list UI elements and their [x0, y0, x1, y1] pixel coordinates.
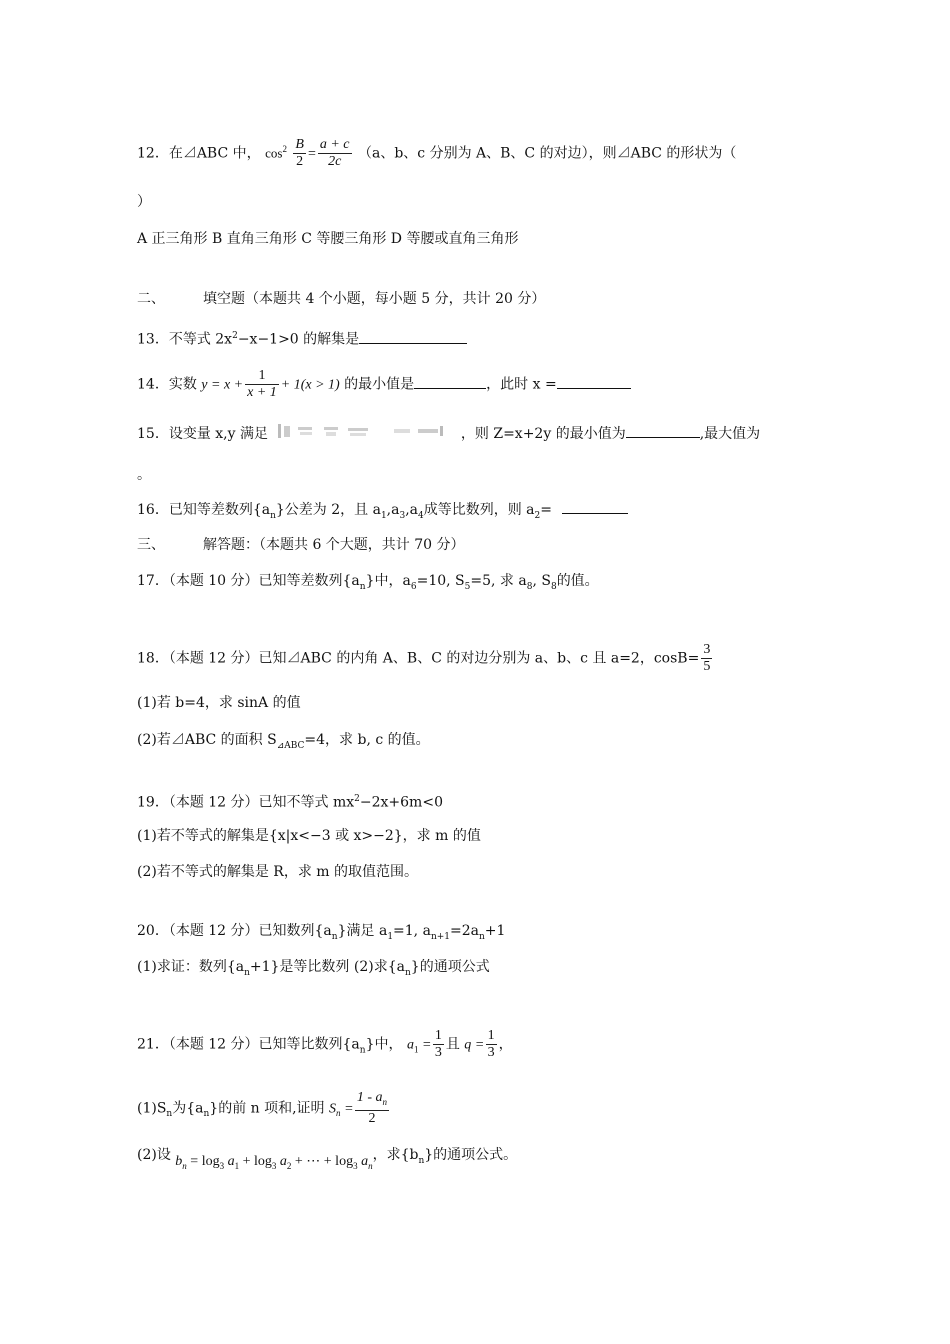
q19-line: 19．（本题 12 分）已知不等式 $mx^2-2x+6m<0$: [137, 794, 443, 811]
q15-end: 。: [137, 467, 151, 483]
q21-bn-formula: $b_n = \log_3 a_1 + \log_3 a_2$ + ⋯ + $\log_3 a_n$: [175, 1154, 373, 1171]
q21-fraction-sn: $\frac{1 - a_n}{2}$: [356, 1090, 388, 1126]
q13-line: 13．不等式 $2x^2-x-1>0$ 的解集是: [137, 326, 467, 350]
q15-min-blank[interactable]: [626, 423, 700, 438]
q21-fraction-a1: $\frac{1}{3}$: [434, 1028, 442, 1060]
section-2-heading: 二、 填空题（本题共 4 个小题，每小题 5 分，共计 20 分）: [137, 291, 546, 307]
q14-line: 14．实数 y = x + $\frac{1}{x + 1}$ + 1(x > 1) 的最小值是 ，此时 x =: [137, 368, 631, 401]
blurred-constraint-image: [278, 423, 450, 445]
q15-line: 15．设变量 x,y 满足 ，则 Z=x+2y 的最小值为 ,最大值为: [137, 423, 760, 445]
q14-fraction: $\frac{1}{x + 1}$: [247, 368, 277, 400]
q18-part2: (2)若⊿ABC 的面积 $S_{⊿ABC}=4$，求 b, c 的值。: [137, 732, 430, 751]
section-3-heading: 三、 解答题：（本题共 6 个大题，共计 70 分）: [137, 537, 465, 553]
q21-line: 21．（本题 12 分）已知等比数列$\{a_n\}$中， $a_1$ = $\frac{1}{3}$ 且 q = $\frac{1}{3}$ ，: [137, 1028, 513, 1060]
q12-close-paren: ）: [137, 194, 151, 210]
q21-part2: (2)设 $b_n = \log_3 a_1 + \log_3 a_2$ + ⋯ + $\log_3 a_n$，求$\{b_n\}$的通项公式。: [137, 1147, 518, 1171]
q17-line: 17．（本题 10 分）已知等差数列$\{a_n\}$中，$a_6=10$, $S_5=5$, 求 $a_8$, $S_8$的值。: [137, 573, 599, 592]
q12-fraction-ac: $\frac{a + c}{2c}$: [319, 137, 350, 169]
q19-part1: (1)若不等式的解集是{x|x<−3 或 x>−2}，求 m 的值: [137, 828, 481, 844]
q14-min-blank[interactable]: [414, 374, 486, 389]
q12-options: A 正三角形 B 直角三角形 C 等腰三角形 D 等腰或直角三角形: [137, 231, 519, 247]
q20-parts: (1)求证：数列$\{a_n+1\}$是等比数列 (2)求$\{a_n\}$的通项公式: [137, 959, 490, 978]
q18-part1: (1)若 b=4，求 sinA 的值: [137, 695, 301, 711]
q19-part2: (2)若不等式的解集是 R，求 m 的取值范围。: [137, 864, 418, 880]
q21-fraction-q: $\frac{1}{3}$: [487, 1028, 495, 1060]
q18-fraction: $\frac{3}{5}$: [703, 642, 711, 674]
q12-fraction-b2: $\frac{B}{2}$: [295, 137, 304, 169]
q16-answer-blank[interactable]: [562, 499, 628, 514]
q14-x-blank[interactable]: [557, 374, 631, 389]
q12-line: 12．在⊿ABC 中， $\cos^2$ $\frac{B}{2}$ = $\frac{a + c}{2c}$ （a、b、c 分别为 A、B、C 的对边），则⊿ABC 的形状为（: [137, 137, 737, 169]
q13-answer-blank[interactable]: [359, 329, 467, 344]
q18-line: 18．（本题 12 分）已知⊿ABC 的内角 A、B、C 的对边分别为 a、b、c 且 a=2，cosB= $\frac{3}{5}$: [137, 642, 711, 674]
q21-part1: $(1)S_n$为$\{a_n\}$的前 n 项和,证明 $S_n$ = $\frac{1 - a_n}{2}$: [137, 1090, 388, 1126]
q20-line: 20．（本题 12 分）已知数列$\{a_n\}$满足 $a_1=1$, $a_{n+1}=2a_n+1$: [137, 923, 506, 942]
q16-line: 16．已知等差数列$\{a_n\}$公差为 2，且 $a_1,a_3,a_4$成等比数列，则 $a_2=$: [137, 499, 628, 526]
